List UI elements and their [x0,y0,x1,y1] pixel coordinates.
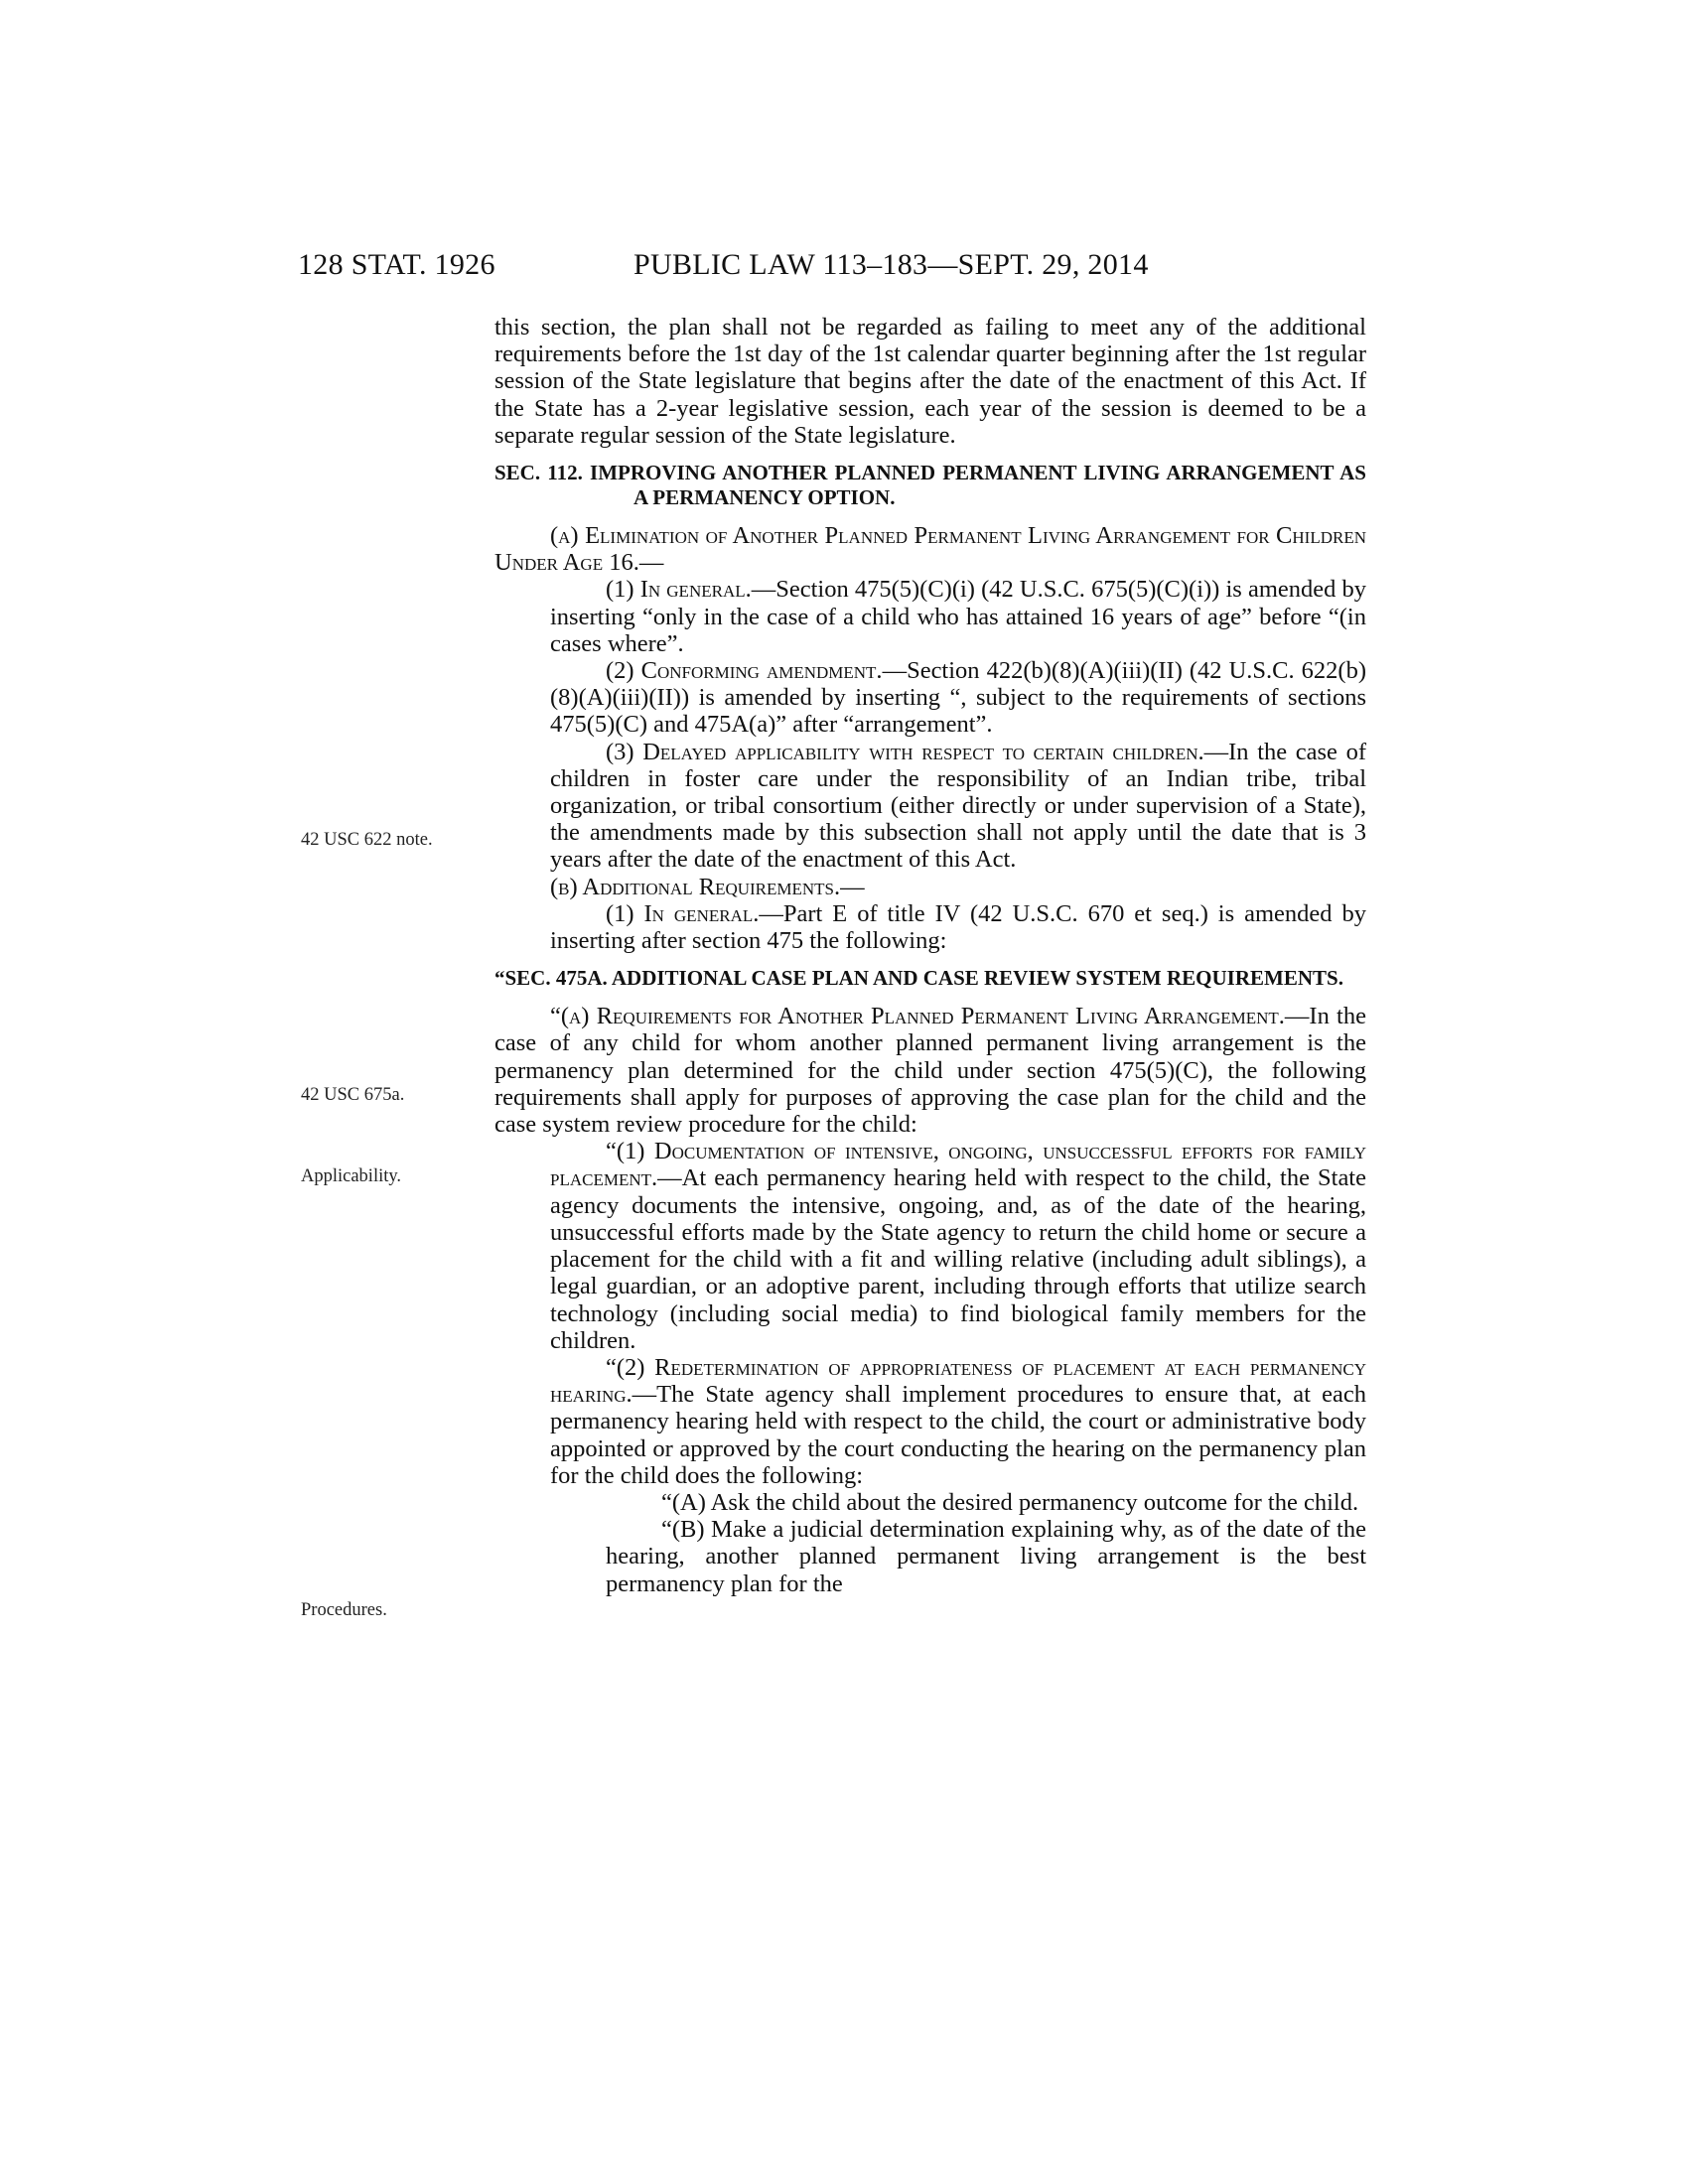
quoted-subparagraph-A: “(A) Ask the child about the desired permanency outcome for the child. [661,1488,1359,1516]
section-475a-heading: “SEC. 475A. ADDITIONAL CASE PLAN AND CASE REVIEW SYSTEM REQUIREMENTS. [494,966,1343,991]
quoted-subsection-a [494,1003,1366,1138]
body-column [494,314,1366,1597]
subsection-a-heading: (a) Elimination of Another Planned Permanent Living Arrangement for Children Under Age 16.— [494,522,1366,577]
paragraph-a3-text: —In the case of children in foster care under the responsibility of an Indian tribe, tribal organization, or tribal consortium (either directly or under supervision of a State), the amendments made by this subsection shall not apply until the date that is 3 years after the date of the enactment of this Act. [550,738,1366,874]
paragraph-a2-text: —Section 422(b)(8)(A)(iii)(II) (42 U.S.C. 622(b)(8)(A)(iii)(II)) is amended by inserting “, subject to the requirements of sections 475(5)(C) and 475A(a)” after “arrangement”. [550,657,1366,739]
quoted-paragraph-1 [494,1138,1366,1354]
margin-note-675a: 42 USC 675a. [301,1085,405,1105]
paragraph-a3 [494,739,1366,874]
continued-paragraph: this section, the plan shall not be regarded as failing to meet any of the additional requirements before the 1st day of the 1st calendar quarter beginning after the 1st regular session of the State legislature that begins after the date of the enactment of this Act. If the State has a 2-year legislative session, each year of the session is deemed to be a separate regular session of the State legislature. [494,314,1366,449]
paragraph-a2-heading: (2) Conforming amendment. [606,657,883,685]
paragraph-a1-heading: (1) In general. [606,576,752,604]
running-header [298,248,1365,288]
quoted-paragraph-2 [494,1354,1366,1489]
statute-page-ref: 128 STAT. 1926 [298,248,495,281]
margin-note-applicability: Applicability. [301,1166,402,1186]
section-112-heading: SEC. 112. IMPROVING ANOTHER PLANNED PERMANENT LIVING ARRANGEMENT AS A PERMANENCY OPTION. [494,461,1366,510]
paragraph-b1 [494,900,1366,954]
quoted-subsection-a-text: —In the case of any child for whom another planned permanent living arrangement is the permanency plan determined for the child under section 475(5)(C), the following requirements shall apply for purposes of approving the case plan for the child and the case system review procedure for the child: [494,1003,1366,1139]
paragraph-b1-heading: (1) In general. [606,899,760,927]
margin-note-procedures: Procedures. [301,1600,387,1620]
paragraph-b1-text: —Part E of title IV (42 U.S.C. 670 et seq.) is amended by inserting after section 475 the following: [550,899,1366,955]
quoted-paragraph-2-heading: “(2) Redetermination of appropriateness of placement at each permanency hearing. [550,1353,1366,1409]
subsection-b-heading: (b) Additional Requirements.— [550,873,865,900]
paragraph-a2 [494,657,1366,739]
quoted-paragraph-1-heading: “(1) Documentation of intensive, ongoing, unsuccessful efforts for family placement. [550,1138,1366,1192]
quoted-subsection-a-heading: “(a) Requirements for Another Planned Permanent Living Arrangement. [550,1003,1285,1030]
paragraph-a1-text: —Section 475(5)(C)(i) (42 U.S.C. 675(5)(C)(i)) is amended by inserting “only in the case of a child who has attained 16 years of age” before “(in cases where”. [550,576,1367,657]
paragraph-a1 [494,576,1366,657]
quoted-subparagraph-B: “(B) Make a judicial determination explaining why, as of the date of the hearing, another planned permanent living arrangement is the best permanency plan for the [606,1516,1366,1597]
public-law-ref: PUBLIC LAW 113–183—SEPT. 29, 2014 [633,248,1149,281]
margin-note-622: 42 USC 622 note. [301,830,433,850]
paragraph-a3-heading: (3) Delayed applicability with respect to certain children. [606,738,1204,765]
quoted-paragraph-2-text: —The State agency shall implement procedures to ensure that, at each permanency hearing held with respect to the child, the court or administrative body appointed or approved by the court conducting the hearing on the permanency plan for the child does the following: [550,1381,1366,1489]
quoted-paragraph-1-text: —At each permanency hearing held with respect to the child, the State agency documents the intensive, ongoing, and, as of the date of the hearing, unsuccessful efforts made by the State agency to return the child home or secure a placement for the child with a fit and willing relative (including adult siblings), a legal guardian, or an adoptive parent, including through efforts that utilize search technology (including social media) to find biological family members for the children. [550,1164,1366,1354]
